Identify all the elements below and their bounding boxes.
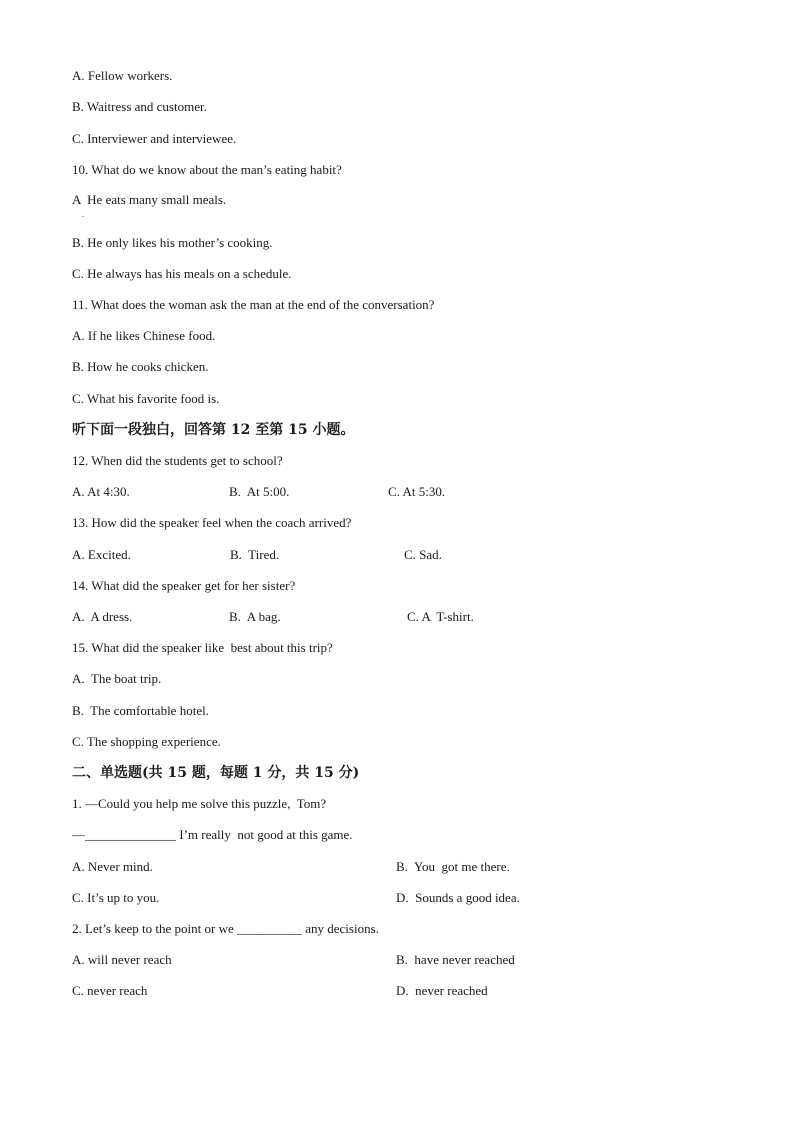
q14-option-b: B. A bag. [229,609,281,624]
stray-dot: . [82,210,84,219]
q10-option-c: C. He always has his meals on a schedule. [72,266,292,281]
s1-option-b: B. You got me there. [396,859,510,874]
s2-option-c: C. never reach [72,983,148,998]
q10-option-b: B. He only likes his mother’s cooking. [72,235,273,250]
q10-option-a: A He eats many small meals. [72,192,227,207]
section-two-heading: 二、单选题(共 15 题，每题 1 分，共 15 分) [72,765,360,781]
q15-option-a: A. The boat trip. [72,671,162,686]
q9-option-c: C. Interviewer and interviewee. [72,131,237,146]
q13-question: 13. How did the speaker feel when the coach arrived? [72,515,352,530]
q12-question: 12. When did the students get to school? [72,453,283,468]
q13-option-c: C. Sad. [404,547,442,562]
q15-option-b: B. The comfortable hotel. [72,703,209,718]
q14-question: 14. What did the speaker get for her sister? [72,578,296,593]
q10-question: 10. What do we know about the man’s eating habit? [72,162,342,177]
q13-option-a: A. Excited. [72,547,131,562]
q12-option-a: A. At 4:30. [72,484,130,499]
q13-option-b: B. Tired. [230,547,280,562]
q12-option-b: B. At 5:00. [229,484,290,499]
s2-option-d: D. never reached [396,983,488,998]
q15-option-c: C. The shopping experience. [72,734,221,749]
q14-option-a: A. A dress. [72,609,133,624]
s2-option-a: A. will never reach [72,952,172,967]
s1-option-a: A. Never mind. [72,859,153,874]
q9-option-a: A. Fellow workers. [72,68,173,83]
q11-option-a: A. If he likes Chinese food. [72,328,216,343]
s1-option-d: D. Sounds a good idea. [396,890,520,905]
q9-option-b: B. Waitress and customer. [72,99,207,114]
s1-option-c: C. It’s up to you. [72,890,160,905]
section-monologue-heading: 听下面一段独白，回答第 12 至第 15 小题。 [72,422,355,438]
s2-option-b: B. have never reached [396,952,515,967]
s1-question: 1. —Could you help me solve this puzzle, Tom? [72,796,327,811]
q11-question: 11. What does the woman ask the man at the end of the conversation? [72,297,435,312]
q11-option-c: C. What his favorite food is. [72,391,220,406]
s1-reply: —______________ I’m really not good at this game. [72,827,353,842]
q14-option-c: C. A T-shirt. [407,609,474,624]
s2-question: 2. Let’s keep to the point or we __________ any decisions. [72,921,379,936]
q12-option-c: C. At 5:30. [388,484,446,499]
q15-question: 15. What did the speaker like best about this trip? [72,640,333,655]
q11-option-b: B. How he cooks chicken. [72,359,209,374]
